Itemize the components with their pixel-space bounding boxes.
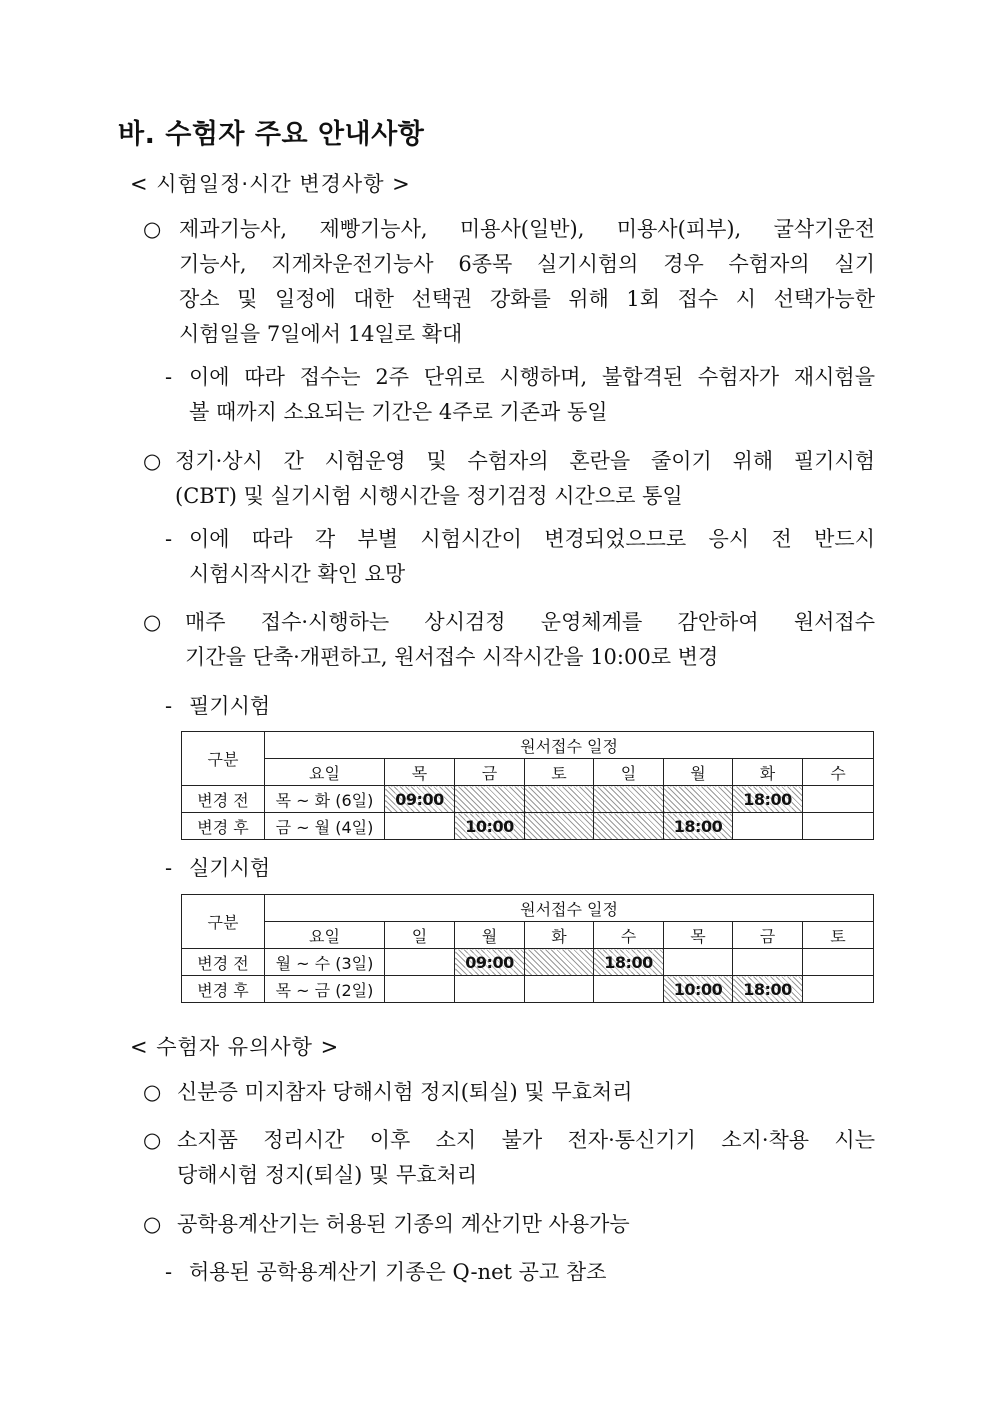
header-days: 요일 [265, 759, 385, 786]
sub-item-biweekly-registration [165, 360, 875, 430]
time-text: 18:00 [604, 952, 653, 972]
header-gubun: 구분 [182, 895, 265, 949]
text-line: 필기시험 [189, 694, 271, 718]
label-written-exam [165, 689, 875, 724]
row-range: 월 ~ 수 (3일) [265, 949, 385, 976]
day-cell [525, 813, 594, 840]
dash-bullet-icon: - [165, 694, 173, 718]
time-text: 09:00 [395, 789, 444, 809]
text-line: 이에 따라 각 부별 시험시간이 변경되었으므로 응시 전 반드시 [189, 527, 875, 551]
table-row [182, 976, 874, 1003]
day-cell [803, 949, 874, 976]
bullet-item-id-card [143, 1075, 875, 1110]
time-text: 09:00 [465, 952, 514, 972]
day-header: 토 [803, 922, 874, 949]
day-header: 목 [385, 759, 455, 786]
day-header: 일 [594, 759, 664, 786]
text-line: 기능사, 지게차운전기능사 6종목 실기시험의 경우 수험자의 실기 [179, 252, 875, 276]
text-line: 시험일을 7일에서 14일로 확대 [179, 322, 463, 346]
circle-bullet-icon: ○ [143, 610, 162, 634]
table-row [182, 949, 874, 976]
section-title: 바. 수험자 주요 안내사항 [118, 119, 425, 150]
day-header: 월 [455, 922, 525, 949]
row-range: 목 ~ 금 (2일) [265, 976, 385, 1003]
day-cell [664, 949, 733, 976]
day-cell [664, 976, 733, 1003]
day-cell [733, 976, 803, 1003]
day-cell [385, 813, 455, 840]
day-header: 화 [733, 759, 803, 786]
day-header: 화 [525, 922, 594, 949]
text-line: 소지품 정리시간 이후 소지 불가 전자·통신기기 소지·착용 시는 [177, 1128, 875, 1152]
text-line: 시험시작시간 확인 요망 [189, 562, 406, 586]
day-header: 수 [594, 922, 664, 949]
row-range: 목 ~ 화 (6일) [265, 786, 385, 813]
day-cell [664, 813, 733, 840]
text-line: 당해시험 정지(퇴실) 및 무효처리 [177, 1163, 478, 1187]
text-line: 공학용계산기는 허용된 기종의 계산기만 사용가능 [177, 1212, 630, 1236]
dash-bullet-icon: - [165, 527, 173, 551]
day-cell [733, 813, 803, 840]
dash-bullet-icon: - [165, 1260, 173, 1284]
day-cell [594, 976, 664, 1003]
text-line: 장소 및 일정에 대한 선택권 강화를 위해 1회 접수 시 선택가능한 [179, 287, 875, 311]
bullet-item-unified-exam-time [143, 444, 875, 514]
text-line: 정기·상시 간 시험운영 및 수험자의 혼란을 줄이기 위해 필기시험 [175, 449, 875, 473]
day-cell [385, 976, 455, 1003]
day-header: 목 [664, 922, 733, 949]
text-line: 매주 접수·시행하는 상시검정 운영체계를 감안하여 원서접수 [185, 610, 875, 634]
day-cell [664, 786, 733, 813]
day-cell [455, 813, 525, 840]
header-schedule: 원서접수 일정 [265, 732, 874, 759]
day-cell [733, 786, 803, 813]
day-cell [594, 813, 664, 840]
circle-bullet-icon: ○ [143, 449, 162, 473]
day-header: 금 [455, 759, 525, 786]
time-text: 10:00 [465, 816, 514, 836]
practical-exam-schedule-table [181, 894, 874, 1003]
text-line: 신분증 미지참자 당해시험 정지(퇴실) 및 무효처리 [177, 1080, 633, 1104]
sub-item-calculator-models [165, 1255, 875, 1290]
header-gubun: 구분 [182, 732, 265, 786]
day-cell [803, 813, 874, 840]
day-cell [594, 786, 664, 813]
time-text: 10:00 [673, 979, 723, 999]
subheading-schedule-change: < 시험일정·시간 변경사항 > [130, 172, 411, 196]
day-cell [733, 949, 803, 976]
day-cell [455, 949, 525, 976]
header-schedule: 원서접수 일정 [265, 895, 874, 922]
time-text: 18:00 [673, 816, 723, 836]
circle-bullet-icon: ○ [143, 1128, 162, 1152]
day-cell [803, 976, 874, 1003]
bullet-item-practical-exam-dates [143, 212, 875, 352]
row-label: 변경 후 [182, 976, 265, 1003]
day-cell [385, 786, 455, 813]
written-exam-schedule-table [181, 731, 874, 840]
circle-bullet-icon: ○ [143, 1080, 162, 1104]
sub-item-check-start-time [165, 522, 875, 592]
day-header: 월 [664, 759, 733, 786]
header-days: 요일 [265, 922, 385, 949]
text-line: (CBT) 및 실기시험 시행시간을 정기검정 시간으로 통일 [175, 484, 683, 508]
row-range: 금 ~ 월 (4일) [265, 813, 385, 840]
table-row [182, 786, 874, 813]
time-text: 18:00 [743, 979, 792, 999]
subheading-candidate-notes: < 수험자 유의사항 > [130, 1035, 340, 1059]
row-label: 변경 전 [182, 786, 265, 813]
day-header: 토 [525, 759, 594, 786]
circle-bullet-icon: ○ [143, 1212, 162, 1236]
day-header: 일 [385, 922, 455, 949]
text-line: 실기시험 [189, 856, 271, 880]
day-header: 수 [803, 759, 874, 786]
day-cell [455, 976, 525, 1003]
day-cell [455, 786, 525, 813]
table-row [182, 813, 874, 840]
bullet-item-registration-period [143, 605, 875, 675]
day-cell [803, 786, 874, 813]
label-practical-exam [165, 851, 875, 886]
bullet-item-electronic-devices [143, 1123, 875, 1193]
day-cell [525, 976, 594, 1003]
day-cell [525, 949, 594, 976]
day-cell [594, 949, 664, 976]
row-label: 변경 후 [182, 813, 265, 840]
day-cell [385, 949, 455, 976]
text-line: 이에 따라 접수는 2주 단위로 시행하며, 불합격된 수험자가 재시험을 [189, 365, 875, 389]
day-cell [525, 786, 594, 813]
text-line: 제과기능사, 제빵기능사, 미용사(일반), 미용사(피부), 굴삭기운전 [179, 217, 875, 241]
bullet-item-calculator [143, 1207, 875, 1242]
text-line: 기간을 단축·개편하고, 원서접수 시작시간을 10:00로 변경 [185, 645, 719, 669]
day-header: 금 [733, 922, 803, 949]
row-label: 변경 전 [182, 949, 265, 976]
circle-bullet-icon: ○ [143, 217, 162, 241]
time-text: 18:00 [743, 789, 792, 809]
text-line: 볼 때까지 소요되는 기간은 4주로 기존과 동일 [189, 400, 608, 424]
dash-bullet-icon: - [165, 365, 173, 389]
text-line: 허용된 공학용계산기 기종은 Q-net 공고 참조 [189, 1260, 607, 1284]
dash-bullet-icon: - [165, 856, 173, 880]
